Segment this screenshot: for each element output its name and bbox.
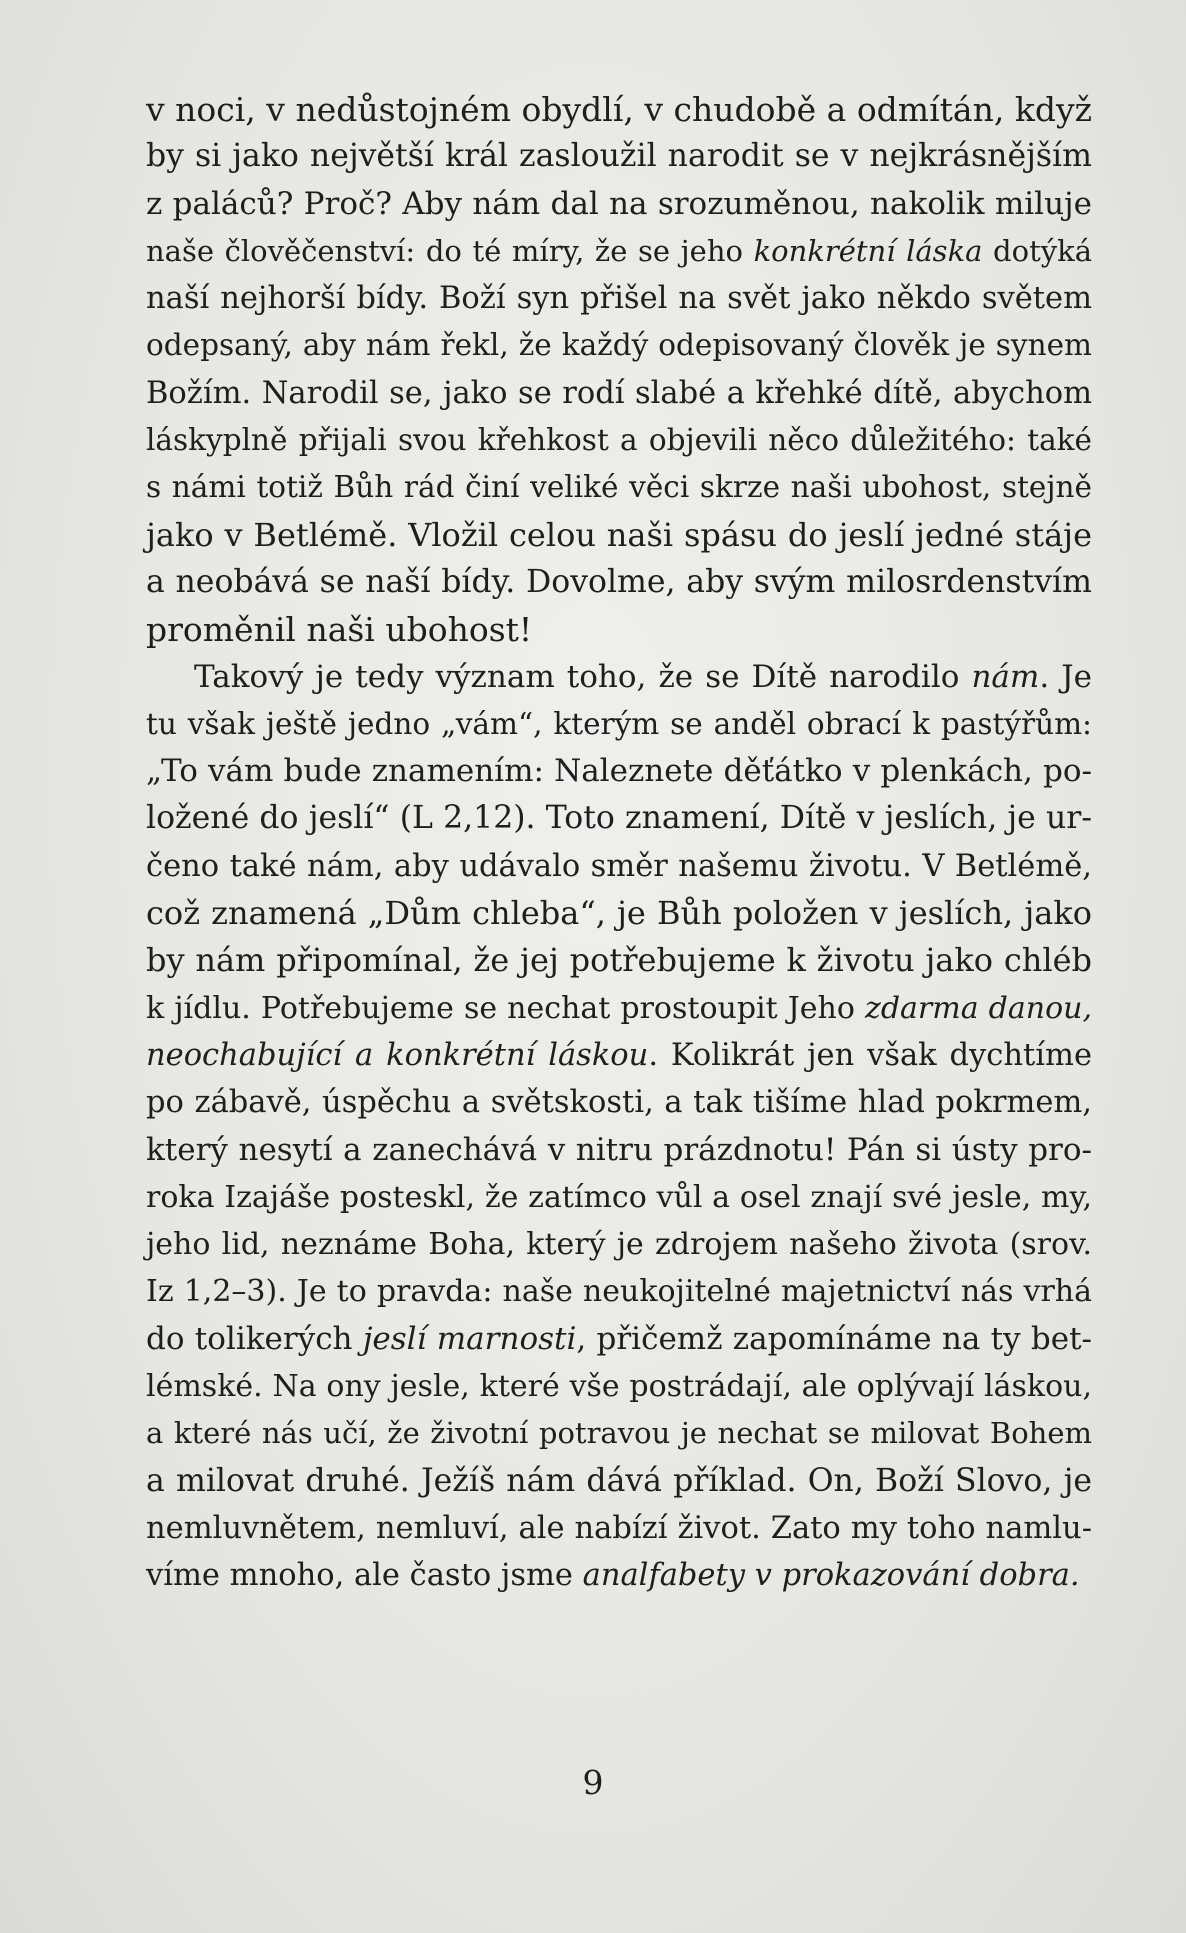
text-line: [146, 1505, 1092, 1552]
text-line: [146, 890, 1092, 937]
text-line: [146, 1268, 1092, 1315]
text-segment: odepsaný, aby nám řekl, že každý odepisovaný člověk je synem: [146, 328, 1092, 363]
text-segment: dotýká: [982, 233, 1092, 268]
italic-text: neochabující a konkrétní láskou: [146, 1037, 649, 1073]
text-line: [146, 1127, 1092, 1174]
text-line: [146, 559, 1092, 606]
text-segment: „To vám bude znamením: Naleznete děťátko v plenkách, po-: [146, 753, 1092, 790]
body-text: [146, 86, 1092, 1600]
text-line: [146, 464, 1092, 511]
text-line: [146, 843, 1092, 890]
text-segment: roka Izajáše posteskl, že zatímco vůl a osel znají své jesle, my,: [146, 1179, 1092, 1215]
text-segment: by nám připomínal, že jej potřebujeme k životu jako chléb: [146, 941, 1092, 980]
text-line: [146, 228, 1092, 275]
text-segment: . Je: [1039, 658, 1092, 695]
text-line: [146, 606, 1092, 653]
text-segment: s námi totiž Bůh rád činí veliké věci skrze naši ubohost, stejně: [146, 470, 1092, 505]
text-segment: Božím. Narodil se, jako se rodí slabé a křehké dítě, abychom: [146, 375, 1092, 411]
text-line: [146, 1032, 1092, 1079]
text-line: [146, 1410, 1092, 1457]
italic-text: konkrétní láska: [753, 233, 983, 268]
text-segment: a neobává se naší bídy. Dovolme, aby svým milosrdenstvím: [146, 563, 1092, 600]
text-line: [146, 86, 1092, 133]
text-segment: nemluvnětem, nemluví, ale nabízí život. Zato my toho namlu-: [146, 1510, 1092, 1546]
paragraph: [146, 654, 1092, 1600]
text-segment: . Kolikrát jen však dychtíme: [648, 1037, 1092, 1073]
text-segment: Takový je tedy význam toho, že se Dítě narodilo: [194, 658, 972, 695]
text-line: [146, 1458, 1092, 1505]
text-line: [146, 370, 1092, 417]
text-line: [146, 748, 1092, 795]
text-segment: který nesytí a zanechává v nitru prázdnotu! Pán si ústy pro-: [146, 1131, 1092, 1168]
text-segment: ložené do jeslí“ (L 2,12). Toto znamení, Dítě v jeslích, je ur-: [146, 800, 1092, 837]
text-segment: naší nejhorší bídy. Boží syn přišel na svět jako někdo světem: [146, 281, 1092, 317]
text-segment: Iz 1,2–3). Je to pravda: naše neukojitelné majetnictví nás vrhá: [146, 1274, 1092, 1310]
text-segment: víme mnoho, ale často jsme: [146, 1558, 583, 1594]
text-segment: jako v Betlémě. Vložil celou naši spásu do jeslí jedné stáje: [146, 515, 1092, 554]
italic-text: jeslí marnosti: [362, 1320, 577, 1357]
text-segment: čeno také nám, aby udávalo směr našemu životu. V Betlémě,: [146, 848, 1092, 884]
text-line: [146, 275, 1092, 322]
italic-text: nám: [971, 658, 1040, 695]
text-line: [146, 1079, 1092, 1126]
text-segment: láskyplně přijali svou křehkost a objevili něco důležitého: také: [146, 423, 1092, 458]
paragraph: [146, 86, 1092, 654]
text-segment: a které nás učí, že životní potravou je nechat se milovat Bohem: [146, 1416, 1092, 1451]
text-segment: proměnil naši ubohost!: [146, 610, 533, 650]
text-line: [146, 133, 1092, 180]
text-line: [146, 795, 1092, 842]
text-segment: a milovat druhé. Ježíš nám dává příklad. On, Boží Slovo, je: [146, 1462, 1092, 1499]
italic-text: zdarma danou,: [865, 990, 1092, 1026]
text-line: [146, 1363, 1092, 1410]
text-line: [146, 322, 1092, 369]
text-segment: do tolikerých: [146, 1320, 363, 1357]
text-segment: jeho lid, neznáme Boha, který je zdrojem našeho života (srov.: [146, 1227, 1092, 1263]
text-segment: z paláců? Proč? Aby nám dal na srozuměnou, nakolik miluje: [146, 185, 1092, 222]
text-line: [146, 701, 1092, 748]
text-segment: , přičemž zapomínáme na ty bet-: [576, 1320, 1092, 1357]
text-line: [146, 1552, 1092, 1599]
text-line: [146, 1174, 1092, 1221]
text-segment: by si jako největší král zasloužil narodit se v nejkrásnějším: [146, 138, 1092, 175]
text-segment: tu však ještě jedno „vám“, kterým se anděl obrací k pastýřům:: [146, 706, 1092, 741]
text-segment: po zábavě, úspěchu a světskosti, a tak tišíme hlad pokrmem,: [146, 1085, 1092, 1121]
text-line: [146, 654, 1092, 701]
text-line: [146, 1316, 1092, 1363]
italic-text: analfabety v prokazování dobra.: [582, 1558, 1080, 1594]
text-segment: což znamená „Dům chleba“, je Bůh položen v jeslích, jako: [146, 894, 1092, 933]
text-segment: lémské. Na ony jesle, které vše postrádají, ale oplývají láskou,: [146, 1369, 1092, 1405]
text-line: [146, 1221, 1092, 1268]
text-line: [146, 512, 1092, 559]
text-line: [146, 181, 1092, 228]
text-segment: naše člověčenství: do té míry, že se jeho: [146, 233, 754, 268]
text-line: [146, 985, 1092, 1032]
page-number: 9: [582, 1763, 604, 1802]
text-line: [146, 937, 1092, 984]
text-line: [146, 417, 1092, 464]
text-segment: v noci, v nedůstojném obydlí, v chudobě a odmítán, když: [146, 90, 1092, 129]
text-segment: k jídlu. Potřebujeme se nechat prostoupit Jeho: [146, 990, 866, 1026]
